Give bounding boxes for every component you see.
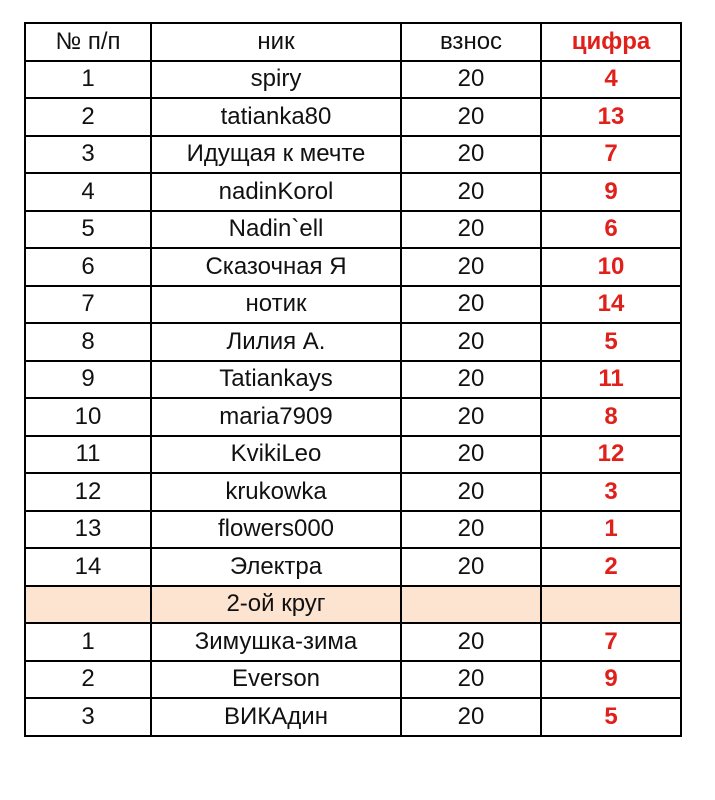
cell-digit: 6 — [541, 211, 681, 249]
table-body — [25, 61, 681, 736]
cell-digit: 7 — [541, 136, 681, 174]
cell-num: 7 — [25, 286, 151, 324]
cell-num: 11 — [25, 436, 151, 474]
cell-nick: spiry — [151, 61, 401, 99]
cell-nick: Зимушка-зима — [151, 623, 401, 661]
cell-digit: 9 — [541, 173, 681, 211]
round-label: 2-ой круг — [151, 586, 401, 624]
cell-fee: 20 — [401, 548, 541, 586]
cell-nick: Сказочная Я — [151, 248, 401, 286]
cell-nick: flowers000 — [151, 511, 401, 549]
cell-num: 6 — [25, 248, 151, 286]
cell-fee: 20 — [401, 136, 541, 174]
cell-num: 1 — [25, 61, 151, 99]
cell-num: 1 — [25, 623, 151, 661]
cell-digit: 7 — [541, 623, 681, 661]
cell-num: 8 — [25, 323, 151, 361]
participants-table — [24, 22, 682, 737]
cell-fee: 20 — [401, 248, 541, 286]
cell-nick: Everson — [151, 661, 401, 699]
cell-nick: Лилия А. — [151, 323, 401, 361]
cell-fee: 20 — [401, 473, 541, 511]
cell-fee: 20 — [401, 211, 541, 249]
cell-nick: ВИКАдин — [151, 698, 401, 736]
cell-digit: 1 — [541, 511, 681, 549]
table-row — [25, 211, 681, 249]
header-num: № п/п — [25, 23, 151, 61]
cell-digit: 5 — [541, 323, 681, 361]
cell-nick: нотик — [151, 286, 401, 324]
table-row — [25, 98, 681, 136]
header-fee: взнос — [401, 23, 541, 61]
cell-num: 2 — [25, 661, 151, 699]
cell-fee: 20 — [401, 698, 541, 736]
cell-fee: 20 — [401, 323, 541, 361]
cell-nick: tatianka80 — [151, 98, 401, 136]
round-separator-row — [25, 586, 681, 624]
cell-fee: 20 — [401, 623, 541, 661]
cell-digit: 14 — [541, 286, 681, 324]
cell-nick: krukowka — [151, 473, 401, 511]
cell-fee: 20 — [401, 61, 541, 99]
cell-fee: 20 — [401, 661, 541, 699]
cell-num: 10 — [25, 398, 151, 436]
cell-num: 13 — [25, 511, 151, 549]
cell-num: 4 — [25, 173, 151, 211]
table-row — [25, 361, 681, 399]
cell-digit: 3 — [541, 473, 681, 511]
table-row — [25, 136, 681, 174]
cell-fee: 20 — [401, 286, 541, 324]
cell-nick: KvikiLeo — [151, 436, 401, 474]
cell-digit: 13 — [541, 98, 681, 136]
cell-digit: 11 — [541, 361, 681, 399]
cell-fee: 20 — [401, 361, 541, 399]
table-row — [25, 548, 681, 586]
table-row — [25, 473, 681, 511]
cell-digit: 10 — [541, 248, 681, 286]
cell-nick: Nadin`ell — [151, 211, 401, 249]
cell-num: 9 — [25, 361, 151, 399]
cell-digit: 5 — [541, 698, 681, 736]
cell-num: 3 — [25, 136, 151, 174]
header-row — [25, 23, 681, 61]
table-row — [25, 61, 681, 99]
cell-nick: Электра — [151, 548, 401, 586]
table-row — [25, 511, 681, 549]
cell-num: 2 — [25, 98, 151, 136]
cell-num: 3 — [25, 698, 151, 736]
cell-num: 12 — [25, 473, 151, 511]
cell-fee: 20 — [401, 98, 541, 136]
cell-fee: 20 — [401, 511, 541, 549]
cell-nick: nadinKorol — [151, 173, 401, 211]
cell-num: 5 — [25, 211, 151, 249]
cell-nick: Идущая к мечте — [151, 136, 401, 174]
cell-digit: 4 — [541, 61, 681, 99]
cell-digit: 8 — [541, 398, 681, 436]
table-row — [25, 323, 681, 361]
table-row — [25, 398, 681, 436]
header-nick: ник — [151, 23, 401, 61]
table-row — [25, 623, 681, 661]
cell-digit: 12 — [541, 436, 681, 474]
cell-digit: 2 — [541, 548, 681, 586]
table-row — [25, 436, 681, 474]
table-row — [25, 698, 681, 736]
header-digit: цифра — [541, 23, 681, 61]
cell-empty — [401, 586, 541, 624]
cell-empty — [541, 586, 681, 624]
table-row — [25, 173, 681, 211]
cell-nick: Tatiankays — [151, 361, 401, 399]
table-row — [25, 661, 681, 699]
table-row — [25, 248, 681, 286]
cell-fee: 20 — [401, 173, 541, 211]
cell-num: 14 — [25, 548, 151, 586]
cell-empty — [25, 586, 151, 624]
cell-nick: maria7909 — [151, 398, 401, 436]
cell-digit: 9 — [541, 661, 681, 699]
table-row — [25, 286, 681, 324]
cell-fee: 20 — [401, 398, 541, 436]
cell-fee: 20 — [401, 436, 541, 474]
